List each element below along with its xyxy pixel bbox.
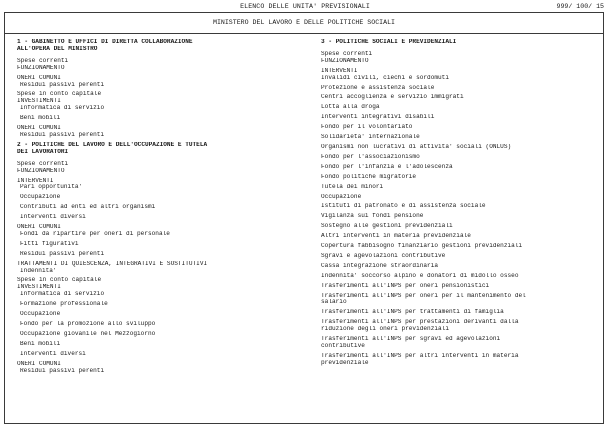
budget-unit-row: FUNZIONAMENTO (17, 167, 65, 174)
budget-unit-row: previdenziale (321, 359, 369, 366)
document-frame (4, 12, 604, 424)
budget-unit-row: Centri accoglienza e servizio immigrati (321, 94, 464, 101)
budget-unit-row: INVESTIMENTI (17, 98, 61, 105)
budget-unit-row: Informatica di servizio (20, 105, 105, 112)
budget-unit-row: Fondo per la promozione allo sviluppo (20, 321, 156, 327)
budget-unit-row: Pari opportunita' (20, 184, 83, 191)
budget-unit-row: Lotta alla droga (321, 104, 380, 111)
budget-unit-row: Solidarieta' internazionale (321, 134, 420, 141)
budget-unit-row: Protezione e assistenza sociale (321, 84, 435, 91)
budget-unit-row: Formazione professionale (20, 301, 108, 308)
budget-unit-row: Spese correnti (321, 50, 373, 57)
budget-unit-row: Trasferimenti all'INPS per trattamenti di famiglia (321, 309, 504, 316)
budget-unit-row: Spese correnti (17, 57, 69, 64)
ministry-heading: MINISTERO DEL LAVORO E DELLE POLITICHE SOCIALI (212, 19, 396, 26)
budget-unit-row: Contributi ad enti ed altri organismi (20, 204, 156, 211)
budget-unit-row: Occupazione (321, 193, 362, 200)
budget-unit-row: contributive (321, 343, 365, 349)
budget-unit-row: ONERI COMUNI (17, 125, 61, 132)
budget-unit-row: salario (321, 299, 347, 306)
budget-unit-row: Residui passivi perenti (20, 250, 105, 257)
budget-unit-row: Trasferimenti all'INPS per sgravi ed agevolazioni (321, 336, 501, 343)
section-heading: ALL'OPERA DEL MINISTRO (17, 45, 98, 52)
budget-unit-row: Residui passivi perenti (20, 81, 105, 88)
section-heading: 1 - GABINETTO E UFFICI DI DIRETTA COLLABORAZIONE (17, 39, 193, 45)
budget-unit-row: riduzione degli oneri previdenziali (321, 326, 449, 333)
budget-unit-row: Sostegno alle gestioni previdenziali (321, 223, 453, 230)
budget-unit-row: ONERI COMUNI (17, 360, 61, 367)
left-column (17, 39, 302, 374)
budget-unit-row: Occupazione (20, 311, 61, 318)
section-heading: 3 - POLITICHE SOCIALI E PREVIDENZIALI (321, 39, 457, 45)
budget-unit-row: Interventi integrativi disabili (321, 114, 435, 121)
document-title: ELENCO DELLE UNITA' PREVISIONALI (240, 3, 370, 10)
budget-unit-row: Trasferimenti all'INPS per prestazioni derivanti dalla (321, 319, 519, 326)
budget-unit-row: Occupazione (20, 194, 61, 201)
document-code: 999/ 100/ 15 (556, 3, 604, 10)
section-heading: 2 - POLITICHE DEL LAVORO E DELL'OCCUPAZIONE E TUTELA (17, 141, 208, 148)
budget-unit-row: Fondi da ripartire per oneri di personale (20, 230, 170, 237)
budget-unit-row: ONERI COMUNI (17, 224, 61, 231)
budget-unit-row: Trasferimenti all'INPS per oneri per il mantenimento del (321, 292, 526, 299)
budget-unit-row: Trasferimenti all'INPS per oneri pensionistici (321, 282, 490, 289)
budget-unit-row: INTERVENTI (17, 177, 54, 184)
budget-unit-row: Organismi non lucrativi di attivita' sociali (ONLUS) (321, 143, 512, 150)
budget-unit-row: Residui passivi perenti (20, 131, 105, 138)
budget-unit-row: Beni mobili (20, 340, 61, 347)
right-column (321, 39, 599, 367)
budget-unit-row: FUNZIONAMENTO (321, 57, 369, 64)
budget-unit-row: Trasferimenti all'INPS per altri interventi in materia (321, 352, 519, 359)
section-heading: DEI LAVORATORI (17, 148, 69, 155)
budget-unit-row: Interventi diversi (20, 350, 86, 357)
budget-unit-row: Indennita' soccorso alpino e donatori di midollo osseo (321, 272, 519, 279)
budget-unit-row: Fondo politiche migratorie (321, 173, 417, 180)
budget-unit-row: Interventi diversi (20, 214, 86, 221)
budget-unit-row: Fondo per l'infanzia e l'adolescenza (321, 163, 453, 170)
budget-unit-row: Copertura fabbisogno finanziario gestioni previdenziali (321, 243, 523, 250)
budget-unit-row: Fitti figurativi (20, 240, 79, 247)
budget-unit-row: INTERVENTI (321, 67, 358, 74)
budget-unit-row: Istituti di patronato e di assistenza sociale (321, 203, 486, 210)
budget-unit-row: Spese correnti (17, 160, 69, 167)
budget-unit-row: ONERI COMUNI (17, 74, 61, 81)
budget-unit-row: Spese in conto capitale (17, 277, 102, 284)
budget-unit-row: Invalidi civili, ciechi e sordomuti (321, 74, 449, 81)
budget-unit-row: Tutela dei minori (321, 183, 384, 190)
budget-unit-row: Residui passivi perenti (20, 367, 105, 374)
heading-divider (5, 33, 603, 34)
budget-unit-row: INVESTIMENTI (17, 284, 61, 291)
budget-unit-row: Informatica di servizio (20, 291, 105, 298)
budget-unit-row: TRATTAMENTI DI QUIESCENZA, INTEGRATIVI E SOSTITUTIVI (17, 260, 208, 267)
budget-unit-row: Beni mobili (20, 115, 61, 122)
budget-unit-row: Vigilanza sui fondi pensione (321, 213, 424, 220)
budget-unit-row: FUNZIONAMENTO (17, 64, 65, 71)
budget-unit-row: Cassa integrazione straordinaria (321, 262, 439, 269)
budget-unit-row: Fondo per il volontariato (321, 124, 413, 131)
budget-unit-row: Sgravi e agevolazioni contributive (321, 252, 446, 259)
budget-unit-row: Altri interventi in materia previdenziale (321, 233, 471, 240)
budget-unit-row: Spese in conto capitale (17, 91, 102, 98)
budget-unit-row: Occupazione giovanile nel Mezzogiorno (20, 330, 156, 337)
budget-unit-row: Fondo per l'associazionismo (321, 153, 420, 160)
budget-unit-row: Indennita' (20, 267, 57, 274)
